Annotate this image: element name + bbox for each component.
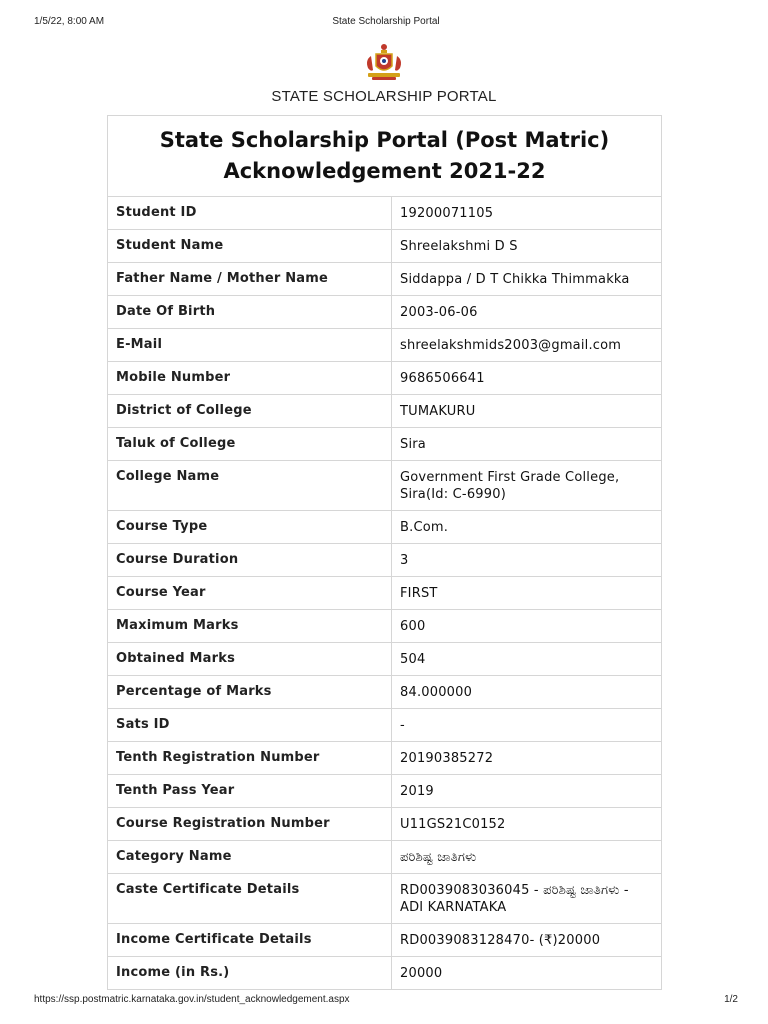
table-row <box>108 362 662 395</box>
table-row <box>108 808 662 841</box>
field-value: shreelakshmids2003@gmail.com <box>392 329 662 362</box>
field-value: RD0039083128470- (₹)20000 <box>392 924 662 957</box>
table-row <box>108 643 662 676</box>
print-datetime: 1/5/22, 8:00 AM <box>34 16 105 27</box>
karnataka-emblem-icon <box>359 42 409 82</box>
acknowledgement-table <box>107 115 662 990</box>
table-row <box>108 742 662 775</box>
table-row <box>108 924 662 957</box>
table-row <box>108 263 662 296</box>
title-line-2: Acknowledgement 2021-22 <box>223 159 546 183</box>
table-row <box>108 544 662 577</box>
field-label: Course Registration Number <box>108 808 392 841</box>
table-row <box>108 329 662 362</box>
table-row <box>108 511 662 544</box>
field-label: Obtained Marks <box>108 643 392 676</box>
table-row <box>108 610 662 643</box>
title-line-1: State Scholarship Portal (Post Matric) <box>159 128 610 152</box>
field-value: B.Com. <box>392 511 662 544</box>
field-label: Caste Certificate Details <box>108 874 392 924</box>
field-label: Income (in Rs.) <box>108 957 392 990</box>
field-label: Student Name <box>108 230 392 263</box>
field-value: ಪರಿಶಿಷ್ಟ ಜಾತಿಗಳು <box>392 841 662 874</box>
field-label: Maximum Marks <box>108 610 392 643</box>
print-page-title: State Scholarship Portal <box>332 16 440 27</box>
table-row <box>108 676 662 709</box>
table-row <box>108 841 662 874</box>
field-value: 84.000000 <box>392 676 662 709</box>
field-value: Siddappa / D T Chikka Thimmakka <box>392 263 662 296</box>
field-label: Father Name / Mother Name <box>108 263 392 296</box>
field-label: Date Of Birth <box>108 296 392 329</box>
field-value: 600 <box>392 610 662 643</box>
table-row <box>108 428 662 461</box>
field-value: 9686506641 <box>392 362 662 395</box>
page-url: https://ssp.postmatric.karnataka.gov.in/student_acknowledgement.aspx <box>34 994 350 1005</box>
field-label: Income Certificate Details <box>108 924 392 957</box>
field-value: 2003-06-06 <box>392 296 662 329</box>
field-label: Student ID <box>108 197 392 230</box>
field-label: District of College <box>108 395 392 428</box>
portal-name: STATE SCHOLARSHIP PORTAL <box>271 88 497 105</box>
table-row <box>108 461 662 511</box>
field-label: Category Name <box>108 841 392 874</box>
print-footer <box>34 994 738 1008</box>
table-row <box>108 957 662 990</box>
field-value: 19200071105 <box>392 197 662 230</box>
field-label: Mobile Number <box>108 362 392 395</box>
field-value: - <box>392 709 662 742</box>
field-value: 20190385272 <box>392 742 662 775</box>
field-value: TUMAKURU <box>392 395 662 428</box>
table-row <box>108 230 662 263</box>
table-row <box>108 197 662 230</box>
field-label: Percentage of Marks <box>108 676 392 709</box>
field-label: Sats ID <box>108 709 392 742</box>
field-value: Shreelakshmi D S <box>392 230 662 263</box>
table-row <box>108 775 662 808</box>
field-label: Tenth Pass Year <box>108 775 392 808</box>
field-label: Taluk of College <box>108 428 392 461</box>
field-label: Tenth Registration Number <box>108 742 392 775</box>
table-row <box>108 577 662 610</box>
field-label: Course Year <box>108 577 392 610</box>
field-label: College Name <box>108 461 392 511</box>
field-value: RD0039083036045 - ಪರಿಶಿಷ್ಟ ಜಾತಿಗಳು - ADI KARNATAKA <box>392 874 662 924</box>
title-row <box>108 116 662 197</box>
field-value: 3 <box>392 544 662 577</box>
table-row <box>108 709 662 742</box>
field-value: Government First Grade College, Sira(Id: C-6990) <box>392 461 662 511</box>
field-value: 20000 <box>392 957 662 990</box>
table-row <box>108 395 662 428</box>
field-label: E-Mail <box>108 329 392 362</box>
field-value: U11GS21C0152 <box>392 808 662 841</box>
field-label: Course Duration <box>108 544 392 577</box>
field-value: FIRST <box>392 577 662 610</box>
table-row <box>108 296 662 329</box>
field-label: Course Type <box>108 511 392 544</box>
page-number: 1/2 <box>724 994 738 1005</box>
acknowledgement-title <box>108 116 662 197</box>
field-value: 2019 <box>392 775 662 808</box>
field-value: Sira <box>392 428 662 461</box>
print-header <box>34 16 738 30</box>
field-value: 504 <box>392 643 662 676</box>
table-row <box>108 874 662 924</box>
